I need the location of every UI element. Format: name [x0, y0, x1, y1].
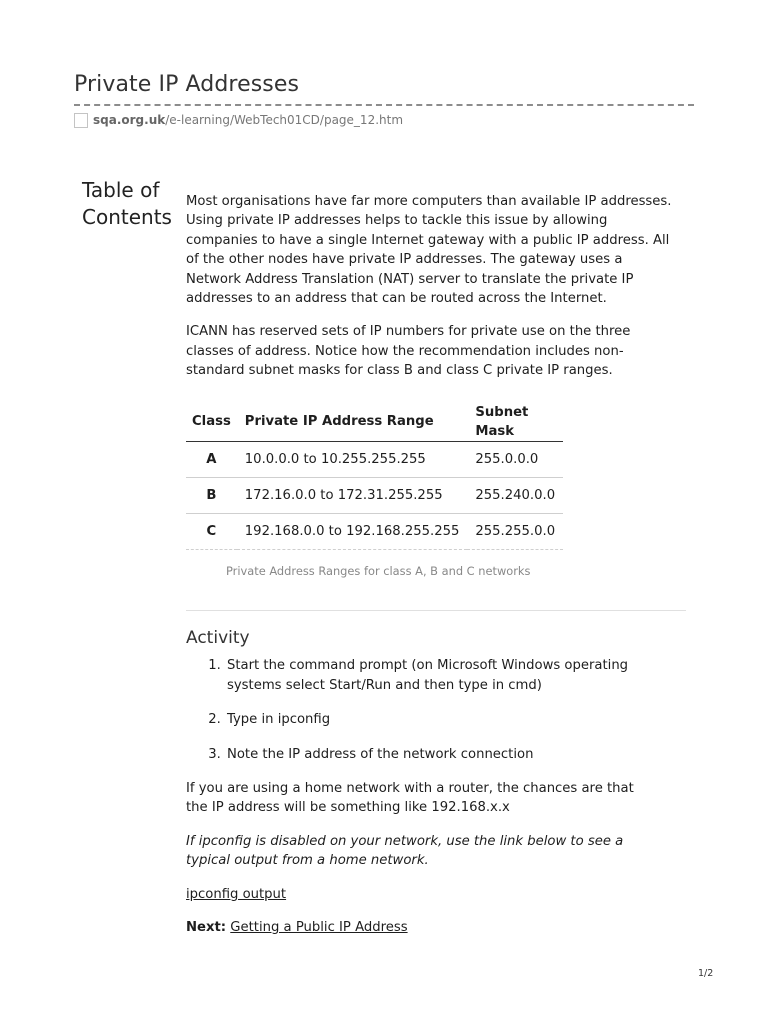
cell-class: A: [186, 442, 237, 478]
header-class: Class: [186, 403, 237, 442]
list-item: 1. Start the command prompt (on Microsoft Windows operating systems select Start/Run and then type in cmd): [225, 656, 675, 695]
source-url[interactable]: [74, 111, 403, 129]
ipconfig-output-link[interactable]: ipconfig output: [186, 886, 287, 902]
page-number: 1/2: [698, 968, 714, 979]
table-header-row: [186, 403, 563, 442]
table-caption: Private Address Ranges for class A, B and C networks: [226, 564, 531, 579]
next-line: [186, 918, 686, 937]
intro-paragraph: Most organisations have far more computers than available IP addresses. Using private IP addresses helps to tackle this issue by allowing companies to have a single Internet gateway with a public IP address. All of the other nodes have private IP addresses. The gateway uses a Network Address Translation (NAT) server to translate the private IP addresses to an address that can be routed across the Internet.: [186, 194, 672, 307]
private-ip-table: [186, 403, 563, 551]
cell-class: C: [186, 514, 237, 550]
title-divider: [74, 104, 694, 106]
activity-heading: Activity: [186, 627, 250, 648]
header-range: Private IP Address Range: [237, 403, 468, 442]
table-of-contents-heading[interactable]: [82, 177, 172, 231]
cell-mask: 255.0.0.0: [467, 442, 563, 478]
cell-mask: 255.255.0.0: [467, 514, 563, 550]
next-page-link[interactable]: Getting a Public IP Address: [230, 919, 408, 935]
table-row: [186, 478, 563, 514]
toc-line-2: Contents: [82, 205, 172, 229]
cell-range: 172.16.0.0 to 172.31.255.255: [237, 478, 468, 514]
table-row: [186, 514, 563, 550]
list-item: 2. Type in ipconfig: [225, 710, 675, 729]
source-path[interactable]: /e-learning/WebTech01CD/page_12.htm: [165, 113, 404, 127]
list-item: 3. Note the IP address of the network connection: [225, 745, 675, 764]
cell-class: B: [186, 478, 237, 514]
next-label: Next:: [186, 919, 227, 935]
section-divider: [186, 610, 686, 611]
toc-line-1: Table of: [82, 178, 160, 202]
cell-range: 192.168.0.0 to 192.168.255.255: [237, 514, 468, 550]
page-title: Private IP Addresses: [74, 72, 300, 97]
header-mask: Subnet Mask: [467, 403, 563, 442]
cell-range: 10.0.0.0 to 10.255.255.255: [237, 442, 468, 478]
home-network-paragraph: If you are using a home network with a router, the chances are that the IP address will be something like 192.168.x.x: [186, 780, 634, 816]
favicon-placeholder-icon: [74, 113, 88, 128]
table-row: [186, 442, 563, 478]
cell-mask: 255.240.0.0: [467, 478, 563, 514]
activity-steps: [186, 656, 675, 764]
ipconfig-note: If ipconfig is disabled on your network, use the link below to see a typical output from a home network.: [186, 833, 624, 869]
icann-paragraph: ICANN has reserved sets of IP numbers for private use on the three classes of address. Notice how the recommendation includes non-standard subnet masks for class B and class C private IP ranges.: [186, 324, 631, 379]
source-domain[interactable]: sqa.org.uk: [93, 113, 166, 127]
main-content: [186, 192, 686, 937]
